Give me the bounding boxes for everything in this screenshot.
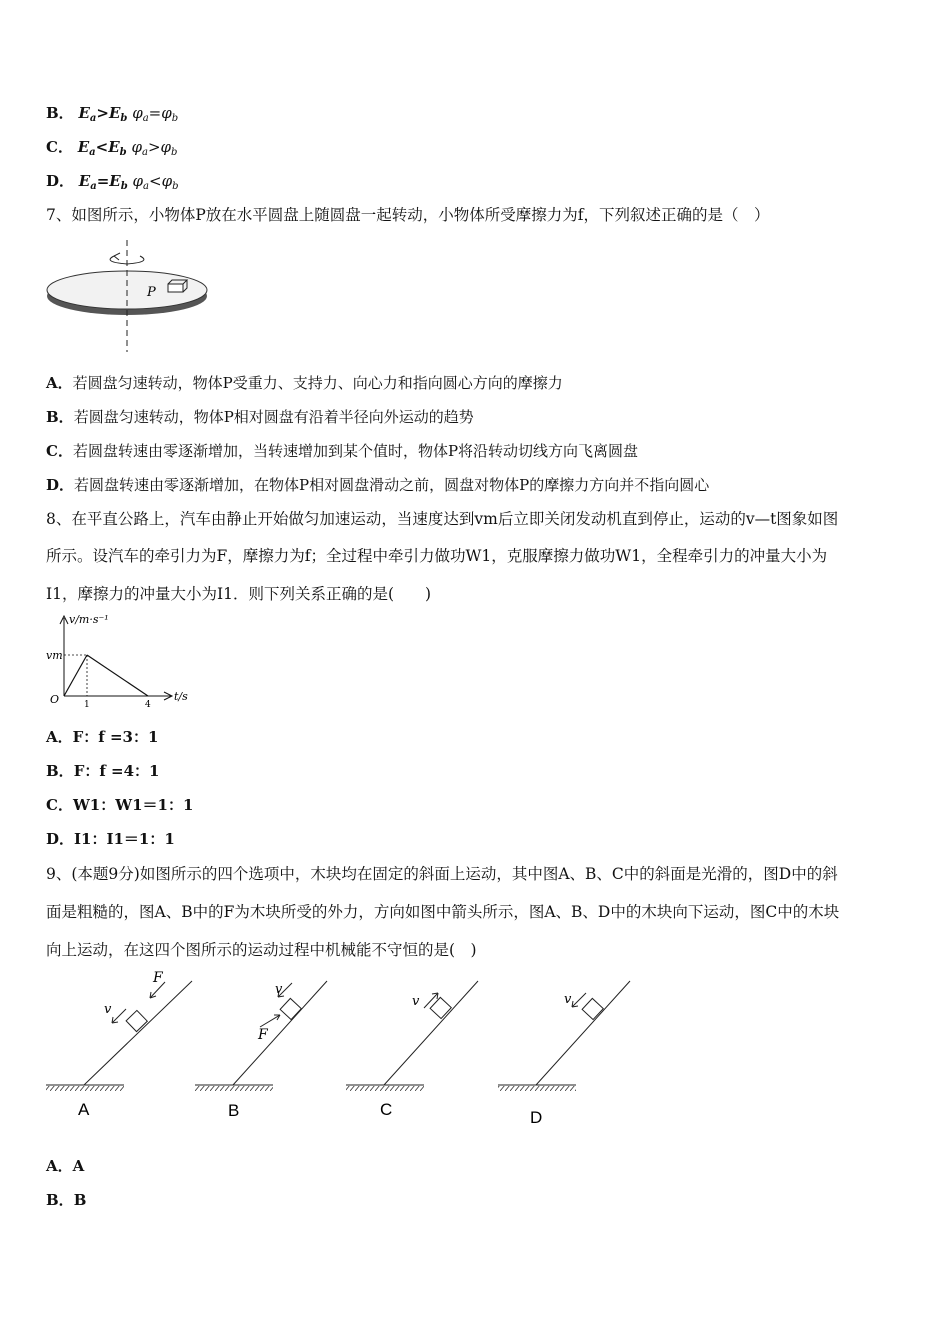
option-text: W1：W1＝1：1 <box>72 796 194 814</box>
tick-1-label: 1 <box>84 700 90 710</box>
option-letter: C． <box>46 796 73 814</box>
q7-option-c[interactable] <box>46 441 638 461</box>
option-text: 若圆盘匀速转动，物体P相对圆盘有沿着半径向外运动的趋势 <box>73 408 474 426</box>
option-letter: A． <box>46 1157 73 1175</box>
option-letter: D． <box>46 476 75 494</box>
option-letter: A． <box>46 728 73 746</box>
option-text: 若圆盘转速由零逐渐增加，在物体P相对圆盘滑动之前，圆盘对物体P的摩擦力方向并不指向圆心 <box>74 476 710 494</box>
y-axis-label: v/m·s⁻¹ <box>69 613 109 626</box>
incline-figure-d <box>498 981 630 1127</box>
option-text: B <box>73 1191 87 1209</box>
option-letter: B． <box>46 104 74 122</box>
option-letter: B． <box>46 408 74 426</box>
q6-option-b[interactable]: B． $E_a>E_b$ $\varphi_a=\varphi_b$ <box>46 104 179 124</box>
option-letter: D． <box>46 830 75 848</box>
tick-4-label: 4 <box>145 700 151 710</box>
q7-option-a[interactable] <box>46 373 563 393</box>
block <box>126 1010 147 1031</box>
caption-a: A <box>78 1100 90 1119</box>
velocity-label: v <box>412 994 420 1009</box>
q8-stem-line3: I1，摩擦力的冲量大小为I1．则下列关系正确的是( ) <box>46 585 432 603</box>
rotation-arrowhead <box>114 253 120 260</box>
q8-stem-line1: 8、在平直公路上，汽车由静止开始做匀加速运动，当速度达到vm后立即关闭发动机直到停止，运动的v—t图象如图 <box>46 510 839 528</box>
accel-segment <box>64 655 87 696</box>
q9-stem-line1: 9、(本题9分)如图所示的四个选项中，木块均在固定的斜面上运动，其中图A、B、C中的斜面是光滑的，图D中的斜 <box>46 865 838 883</box>
option-text: 若圆盘转速由零逐渐增加，当转速增加到某个值时，物体P将沿转动切线方向飞离圆盘 <box>72 442 639 460</box>
option-letter: B． <box>46 762 74 780</box>
origin-label: O <box>50 693 60 706</box>
label-p: P <box>147 285 156 300</box>
q8-vt-graph <box>44 608 204 712</box>
x-axis-label: t/s <box>174 690 188 703</box>
block <box>430 997 451 1018</box>
q9-option-a[interactable] <box>46 1156 84 1176</box>
q6-option-d[interactable]: D． $E_a=E_b$ $\varphi_a<\varphi_b$ <box>46 172 179 192</box>
velocity-label: v <box>104 1002 112 1017</box>
q9-option-b[interactable] <box>46 1190 86 1210</box>
q8-option-c[interactable] <box>46 795 193 815</box>
velocity-arrow <box>572 993 586 1007</box>
option-letter: C． <box>46 138 73 156</box>
force-label: F <box>258 1027 268 1043</box>
option-text: A <box>72 1157 85 1175</box>
decel-segment <box>87 655 148 696</box>
option-text: F：f =4：1 <box>73 762 160 780</box>
option-text: 若圆盘匀速转动，物体P受重力、支持力、向心力和指向圆心方向的摩擦力 <box>72 374 563 392</box>
q9-stem-line2: 面是粗糙的，图A、B中的F为木块所受的外力，方向如图中箭头所示，图A、B、D中的木块向下运动，图C中的木块 <box>46 903 840 921</box>
q8-option-d[interactable] <box>46 829 175 849</box>
velocity-label: v <box>564 992 572 1007</box>
q7-option-b[interactable] <box>46 407 474 427</box>
incline-figure-c <box>346 981 478 1119</box>
q7-rotating-disc-figure <box>44 232 216 356</box>
q9-incline-figures <box>40 965 650 1130</box>
caption-d: D <box>530 1108 543 1127</box>
q8-option-a[interactable] <box>46 727 158 747</box>
option-text: I1：I1＝1：1 <box>74 830 175 848</box>
vm-label: vm <box>46 649 63 662</box>
q8-stem-line2: 所示。设汽车的牵引力为F，摩擦力为f；全过程中牵引力做功W1，克服摩擦力做功W1，全程牵引力的冲量大小为 <box>46 547 828 565</box>
block <box>280 998 301 1019</box>
force-arrow <box>260 1015 280 1027</box>
q7-option-d[interactable] <box>46 475 709 495</box>
velocity-arrow <box>112 1009 126 1023</box>
option-letter: A． <box>46 374 73 392</box>
option-letter: C． <box>46 442 73 460</box>
incline-figure-a <box>46 970 192 1119</box>
caption-c: C <box>380 1100 393 1119</box>
q6-option-c[interactable]: C． $E_a<E_b$ $\varphi_a>\varphi_b$ <box>46 138 178 158</box>
option-text: F：f =3：1 <box>72 728 159 746</box>
velocity-label: v <box>275 982 283 997</box>
q9-stem-line3: 向上运动，在这四个图所示的运动过程中机械能不守恒的是( ) <box>46 941 477 959</box>
caption-b: B <box>228 1101 240 1120</box>
option-letter: D． <box>46 172 75 190</box>
q7-stem: 7、如图所示，小物体P放在水平圆盘上随圆盘一起转动，小物体所受摩擦力为f，下列叙述正确的是（ ） <box>46 206 770 224</box>
block <box>582 998 603 1019</box>
force-label: F <box>153 970 163 986</box>
q8-option-b[interactable] <box>46 761 159 781</box>
incline-figure-b <box>195 981 327 1120</box>
option-letter: B． <box>46 1191 74 1209</box>
